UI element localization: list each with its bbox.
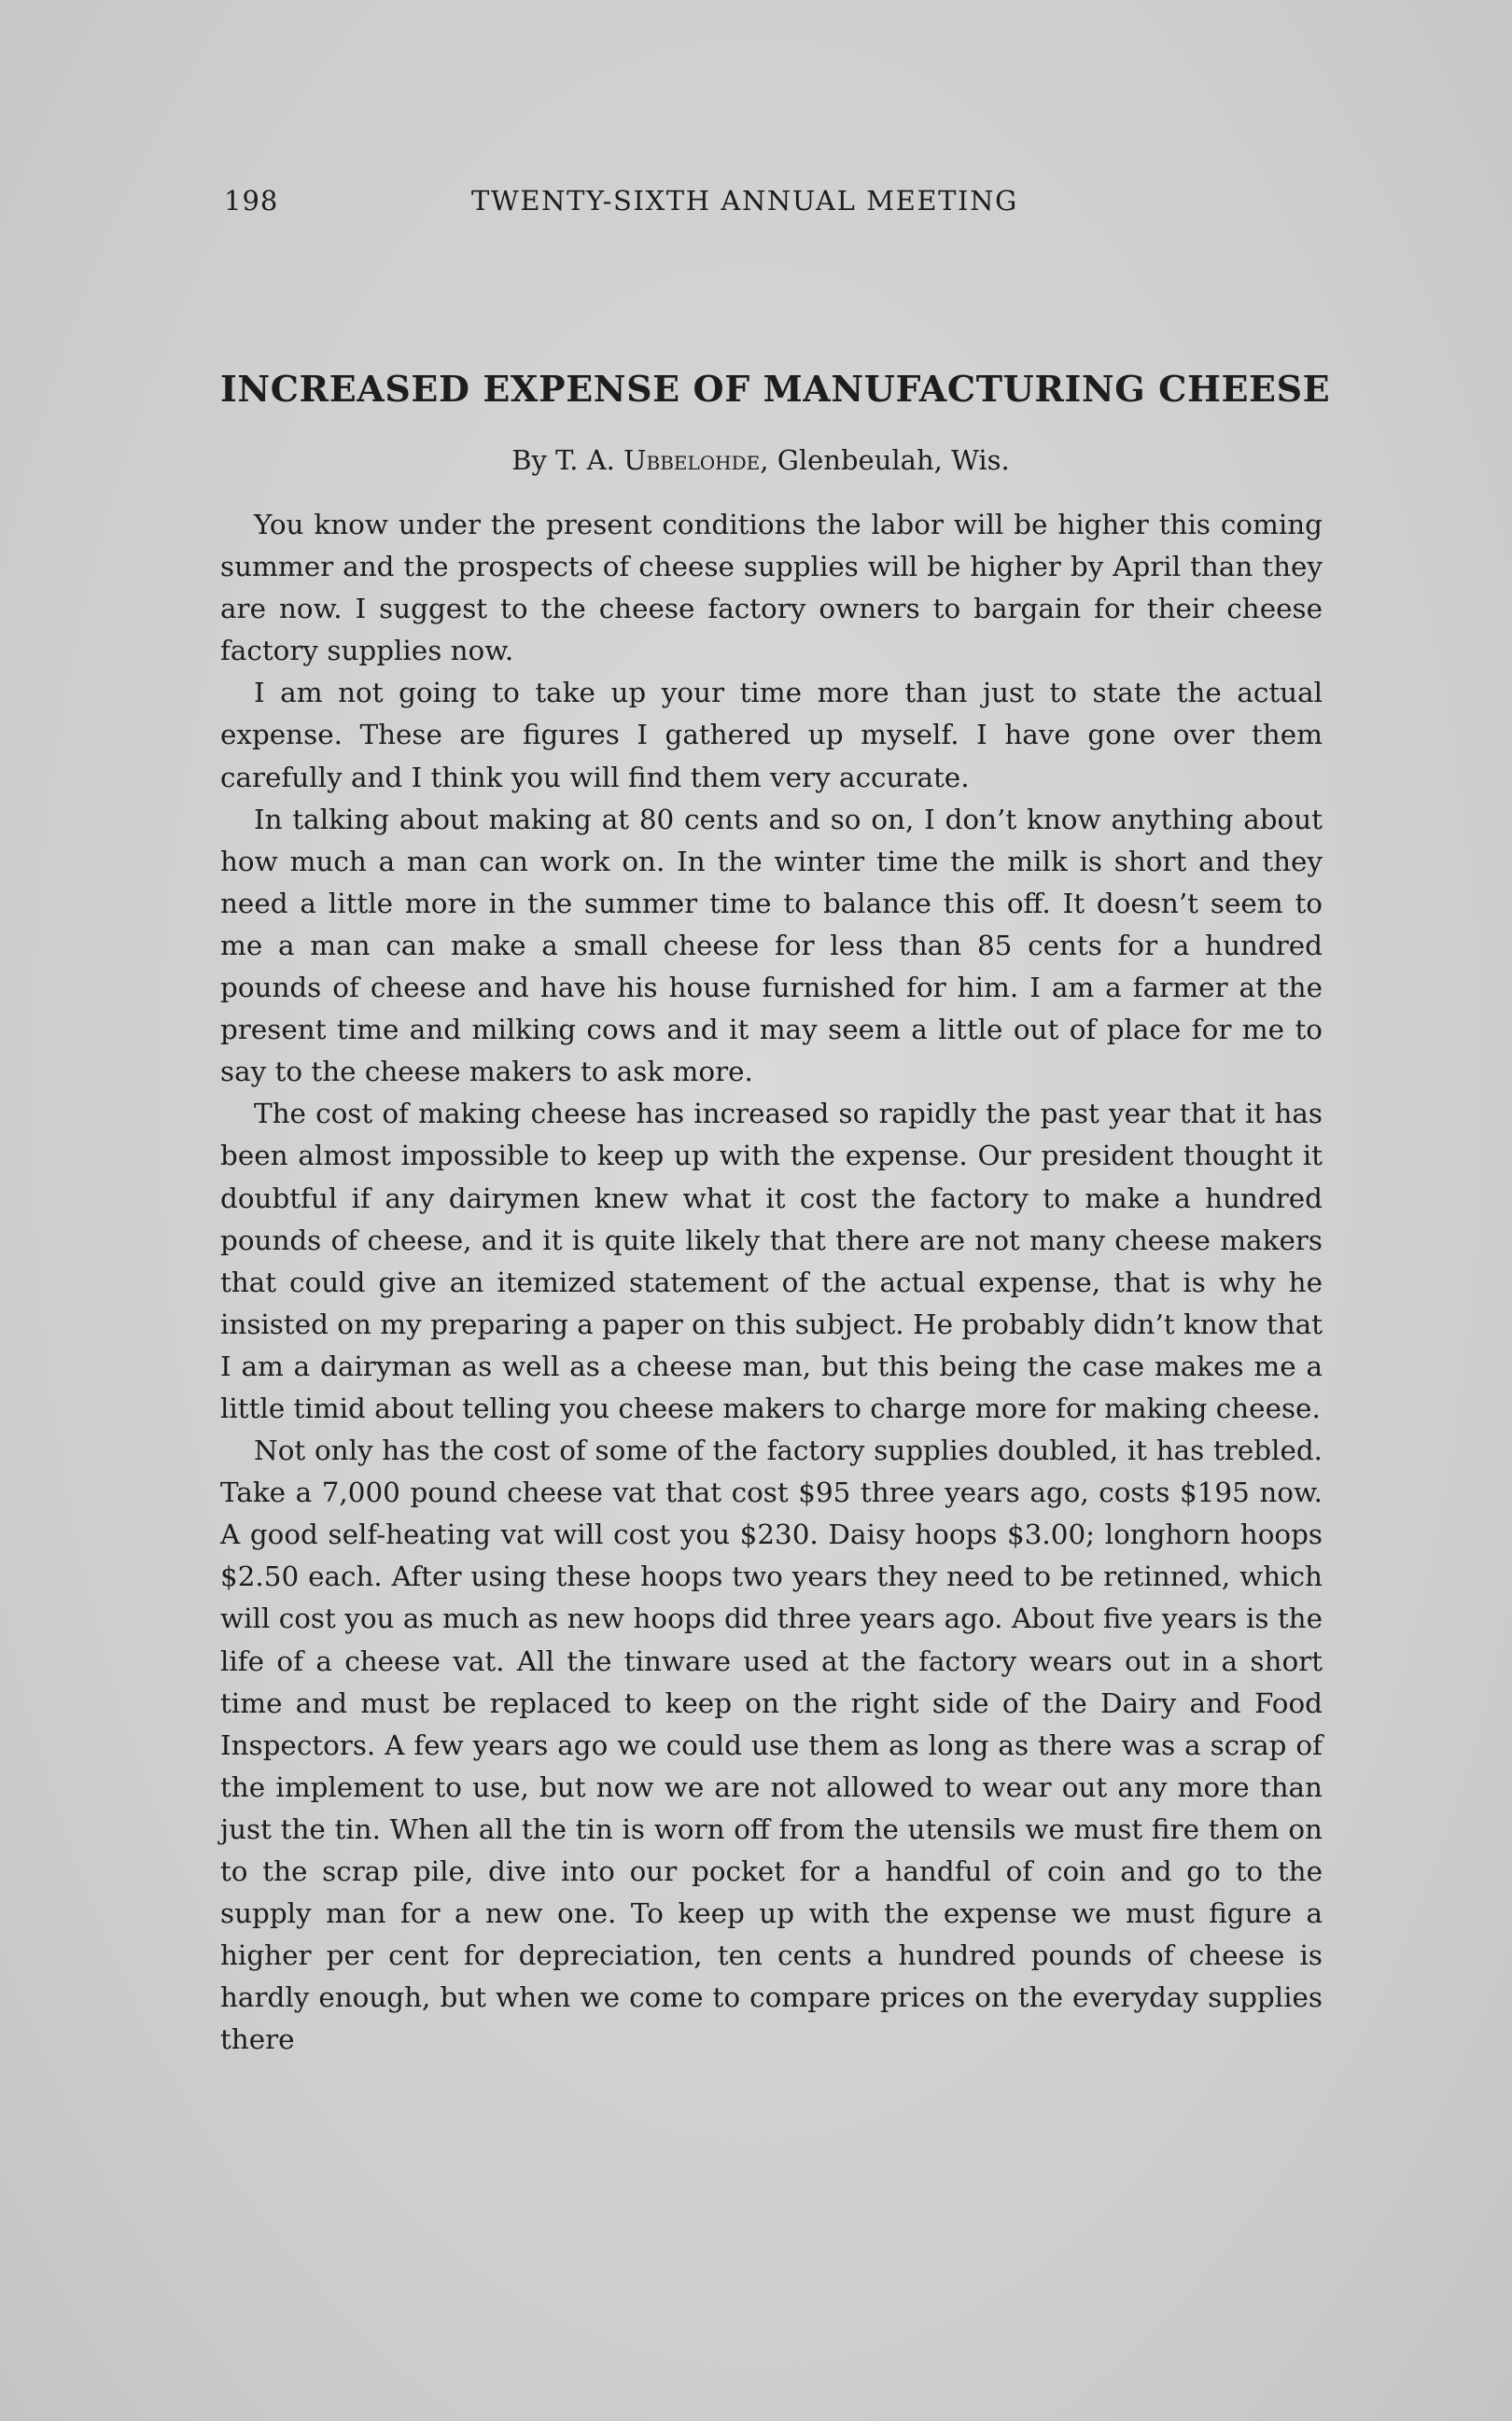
article-title: INCREASED EXPENSE OF MANUFACTURING CHEESE <box>220 368 1331 410</box>
page-number: 198 <box>224 185 279 217</box>
running-head <box>224 185 1101 222</box>
author-location: Glenbeulah, Wis. <box>777 444 1010 476</box>
byline-prefix: By <box>511 444 547 476</box>
author-name: T. A. Ubbelohde, <box>555 444 769 476</box>
article-body <box>220 504 1323 2061</box>
paragraph: You know under the present conditions the labor will be higher this coming summer and the prospects of cheese supplies will be higher by April than they are now. I suggest to the cheese factory owners to bargain for their cheese factory supplies now. <box>220 509 1323 667</box>
paragraph: I am not going to take up your time more than just to state the actual expense. These are figures I gathered up myself. I have gone over them carefully and I think you will find them very accurate. <box>220 677 1323 793</box>
running-title: TWENTY-SIXTH ANNUAL MEETING <box>471 185 1018 217</box>
paragraph: The cost of making cheese has increased so rapidly the past year that it has been almost impossible to keep up with the expense. Our president thought it doubtful if any dairymen knew what it cost the factory to make a hundred pounds of cheese, and it is quite likely that there are not many cheese makers that could give an itemized statement of the actual expense, that is why he insisted on my preparing a paper on this subject. He probably didn’t know that I am a dairyman as well as a cheese man, but this being the case makes me a little timid about telling you cheese makers to charge more for making cheese. <box>220 1098 1323 1424</box>
paragraph: Not only has the cost of some of the factory supplies doubled, it has trebled. Take a 7,000 pound cheese vat that cost $95 three years ago, costs $195 now. A good self-heating vat will cost you $230. Daisy hoops $3.00; longhorn hoops $2.50 each. After using these hoops two years they need to be retinned, which will cost you as much as new hoops did three years ago. About five years is the life of a cheese vat. All the tinware used at the factory wears out in a short time and must be replaced to keep on the right side of the Dairy and Food Inspectors. A few years ago we could use them as long as there was a scrap of the implement to use, but now we are not allowed to wear out any more than just the tin. When all the tin is worn off from the utensils we must fire them on to the scrap pile, dive into our pocket for a handful of coin and go to the supply man for a new one. To keep up with the expense we must figure a higher per cent for depreciation, ten cents a hundred pounds of cheese is hardly enough, but when we come to compare prices on the everyday supplies there <box>220 1434 1323 2056</box>
paragraph: In talking about making at 80 cents and so on, I don’t know anything about how much a man can work on. In the winter time the milk is short and they need a little more in the summer time to balance this off. It doesn’t seem to me a man can make a small cheese for less than 85 cents for a hundred pounds of cheese and have his house furnished for him. I am a farmer at the present time and milking cows and it may seem a little out of place for me to say to the cheese makers to ask more. <box>220 803 1323 1088</box>
byline <box>0 444 1512 476</box>
